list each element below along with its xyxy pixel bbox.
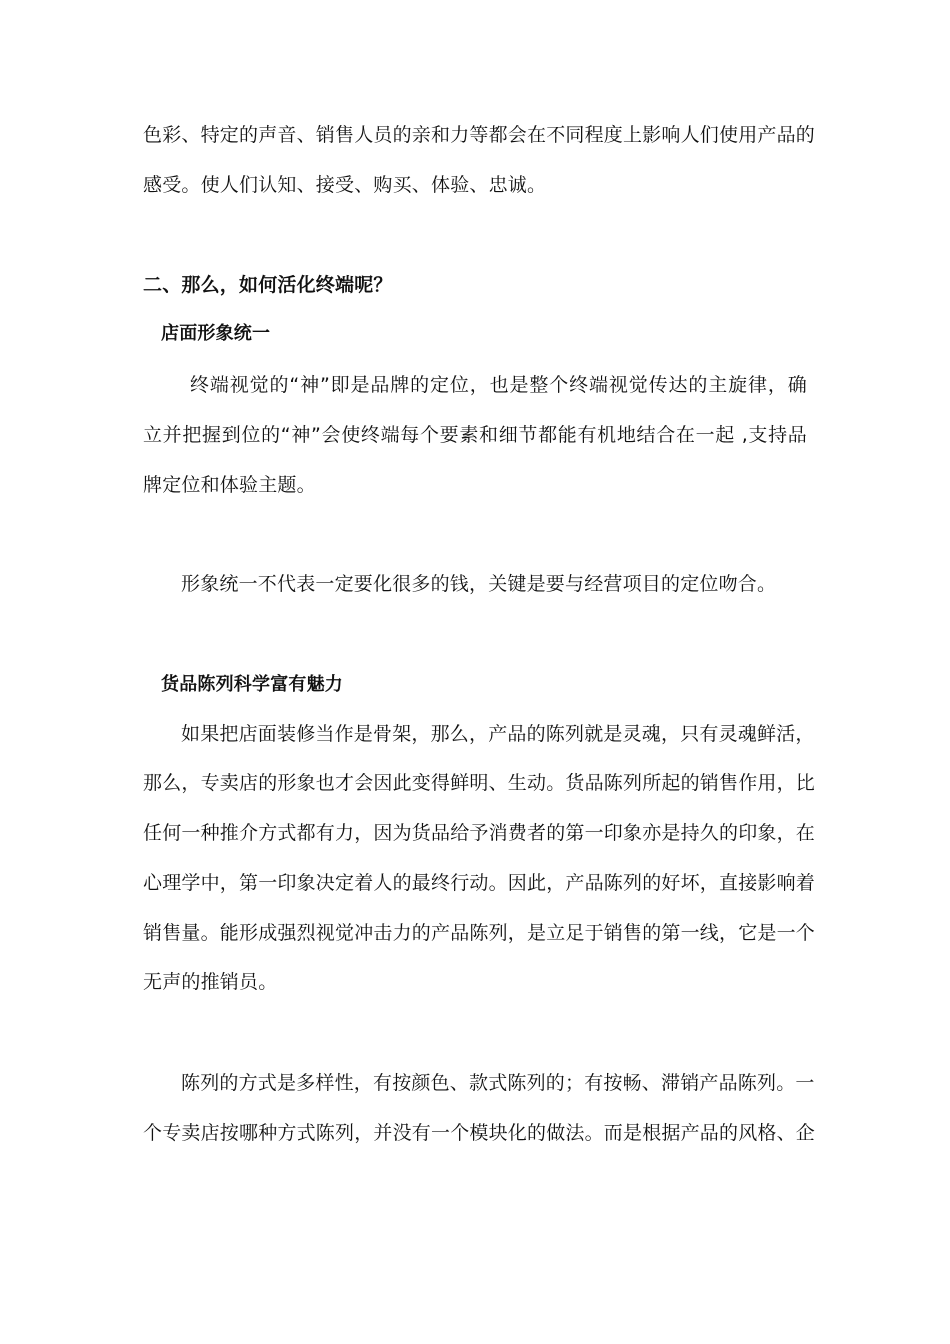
store-image-para2-line1: 形象统一不代表一定要化很多的钱，关键是要与经营项目的定位吻合。 — [181, 573, 777, 595]
display-para1-line3: 任何一种推介方式都有力，因为货品给予消费者的第一印象亦是持久的印象，在 — [143, 822, 816, 844]
display-para2-line2: 个专卖店按哪种方式陈列，并没有一个模块化的做法。而是根据产品的风格、企 — [143, 1122, 816, 1144]
section-heading: 二、那么，如何活化终端呢？ — [143, 274, 393, 296]
display-para1-line1: 如果把店面装修当作是骨架，那么，产品的陈列就是灵魂，只有灵魂鲜活， — [181, 723, 815, 745]
display-para1-line2: 那么，专卖店的形象也才会因此变得鲜明、生动。货品陈列所起的销售作用，比 — [143, 772, 816, 794]
store-image-para1-line1: 终端视觉的“神”即是品牌的定位，也是整个终端视觉传达的主旋律，确 — [190, 374, 807, 396]
subheading-display: 货品陈列科学富有魅力 — [161, 674, 343, 695]
store-image-para1-line3: 牌定位和体验主题。 — [143, 474, 316, 496]
store-image-para1-line2: 立并把握到位的“神”会使终端每个要素和细节都能有机地结合在一起 ,支持品 — [143, 424, 807, 446]
display-para1-line6: 无声的推销员。 — [143, 971, 278, 993]
display-para2-line1: 陈列的方式是多样性，有按颜色、款式陈列的；有按畅、滞销产品陈列。一 — [181, 1072, 815, 1094]
display-para1-line4: 心理学中，第一印象决定着人的最终行动。因此，产品陈列的好坏，直接影响着 — [143, 872, 816, 894]
display-para1-line5: 销售量。能形成强烈视觉冲击力的产品陈列，是立足于销售的第一线，它是一个 — [143, 922, 816, 944]
intro-line-1: 色彩、特定的声音、销售人员的亲和力等都会在不同程度上影响人们使用产品的 — [143, 124, 816, 146]
intro-line-2: 感受。使人们认知、接受、购买、体验、忠诚。 — [143, 174, 547, 196]
subheading-store-image: 店面形象统一 — [161, 323, 271, 344]
